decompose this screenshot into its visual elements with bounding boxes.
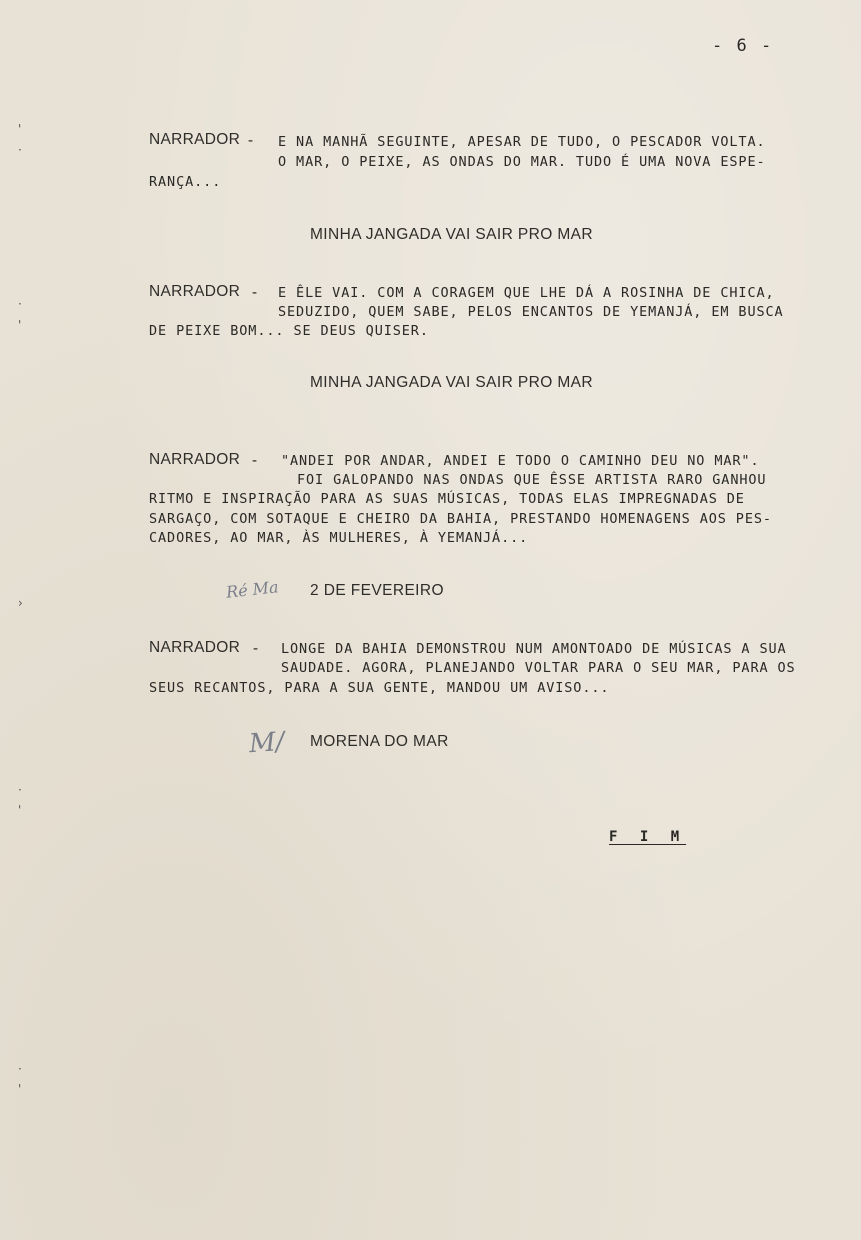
margin-mark: '	[18, 318, 22, 332]
end-marker: F I M	[609, 829, 687, 845]
margin-mark: '	[18, 122, 22, 136]
speaker-label: NARRADOR	[149, 283, 241, 300]
narration-line: DE PEIXE BOM... SE DEUS QUISER.	[149, 323, 429, 339]
margin-mark: '	[18, 803, 22, 817]
margin-mark: ·	[18, 783, 22, 797]
speaker-dash: -	[251, 639, 261, 657]
handwritten-annotation: M/	[247, 726, 286, 760]
narration-line: RANÇA...	[149, 174, 222, 190]
narration-line: RITMO E INSPIRAÇÃO PARA AS SUAS MÚSICAS, TODAS ELAS IMPREGNADAS DE	[149, 491, 745, 507]
narration-line: "ANDEI POR ANDAR, ANDEI E TODO O CAMINHO DEU NO MAR".	[281, 453, 760, 469]
margin-mark: ›	[18, 596, 23, 610]
narration-line: SARGAÇO, COM SOTAQUE E CHEIRO DA BAHIA, PRESTANDO HOMENAGENS AOS PES-	[149, 511, 772, 527]
song-title: 2 DE FEVEREIRO	[310, 582, 444, 599]
narration-line: CADORES, AO MAR, ÀS MULHERES, À YEMANJÁ...	[149, 530, 529, 546]
narration-line: SEUS RECANTOS, PARA A SUA GENTE, MANDOU UM AVISO...	[149, 680, 610, 696]
speaker-label: NARRADOR	[149, 451, 241, 468]
speaker-label: NARRADOR	[149, 639, 241, 656]
margin-mark: ·	[18, 1062, 22, 1076]
speaker-dash: -	[250, 283, 260, 301]
narration-line: LONGE DA BAHIA DEMONSTROU NUM AMONTOADO DE MÚSICAS A SUA	[281, 641, 787, 657]
song-title: MINHA JANGADA VAI SAIR PRO MAR	[310, 374, 594, 391]
narration-line: E NA MANHÃ SEGUINTE, APESAR DE TUDO, O PESCADOR VOLTA.	[278, 134, 766, 150]
margin-mark: ·	[18, 143, 22, 157]
speaker-dash: -	[250, 451, 260, 469]
speaker-dash: -	[246, 131, 256, 149]
speaker-label: NARRADOR	[149, 131, 241, 148]
narration-line: E ÊLE VAI. COM A CORAGEM QUE LHE DÁ A ROSINHA DE CHICA,	[278, 285, 775, 301]
song-title: MINHA JANGADA VAI SAIR PRO MAR	[310, 226, 594, 243]
song-title: MORENA DO MAR	[310, 733, 449, 750]
margin-mark: ·	[18, 297, 22, 311]
handwritten-annotation: Ré Ma	[225, 577, 280, 602]
narration-line: SEDUZIDO, QUEM SABE, PELOS ENCANTOS DE YEMANJÁ, EM BUSCA	[278, 304, 784, 320]
margin-mark: '	[18, 1082, 22, 1096]
page-number: - 6 -	[712, 36, 774, 56]
narration-line: FOI GALOPANDO NAS ONDAS QUE ÊSSE ARTISTA RARO GANHOU	[297, 472, 767, 488]
narration-line: O MAR, O PEIXE, AS ONDAS DO MAR. TUDO É UMA NOVA ESPE-	[278, 154, 766, 170]
narration-line: SAUDADE. AGORA, PLANEJANDO VOLTAR PARA O SEU MAR, PARA OS	[281, 660, 796, 676]
